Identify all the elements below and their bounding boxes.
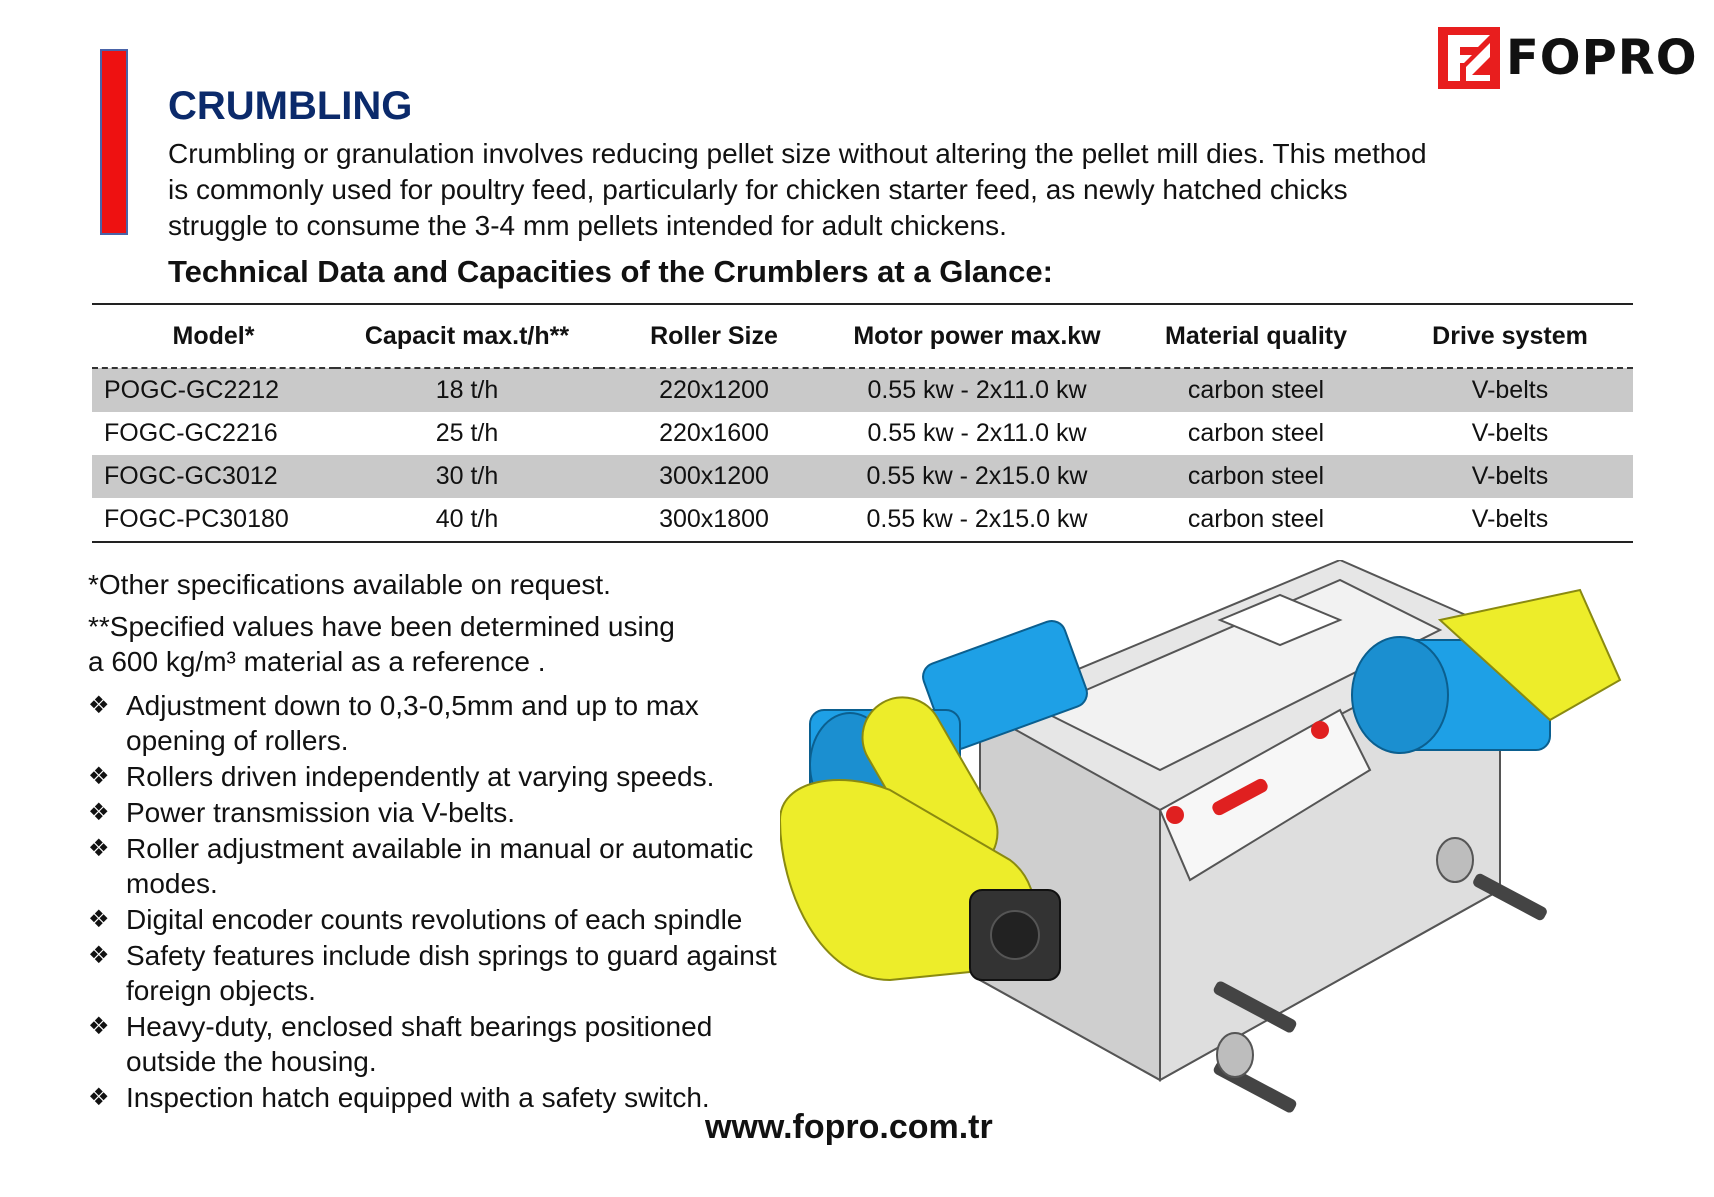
- table-row: [92, 455, 1633, 498]
- cell-roller-size: 220x1200: [659, 376, 769, 404]
- cell-motor-power: 0.55 kw - 2x11.0 kw: [867, 419, 1087, 447]
- table-heading: Technical Data and Capacities of the Crumblers at a Glance:: [168, 254, 1053, 289]
- cell-motor-power: 0.55 kw - 2x15.0 kw: [866, 505, 1088, 533]
- cell-motor-power: 0.55 kw - 2x15.0 kw: [866, 462, 1088, 490]
- cell-material: carbon steel: [1187, 419, 1325, 447]
- cell-capacity: 25 t/h: [435, 419, 499, 447]
- cell-material: carbon steel: [1187, 462, 1325, 490]
- diamond-bullet-icon: ❖: [88, 763, 110, 790]
- note-other-specs: *Other specifications available on request.: [88, 569, 611, 600]
- cell-drive: V-belts: [1471, 505, 1549, 533]
- feature-item: [88, 1009, 788, 1079]
- feature-text: Safety features include dish springs to guard against foreign objects.: [126, 940, 777, 1006]
- cell-roller-size: 300x1800: [659, 505, 769, 533]
- feature-text: Digital encoder counts revolutions of each spindle: [126, 904, 743, 935]
- fopro-logo-icon: [1438, 27, 1500, 89]
- cell-model: FOGC-GC2216: [104, 419, 278, 447]
- cell-model: POGC-GC2212: [104, 376, 280, 404]
- feature-item: [88, 938, 788, 1008]
- cell-drive: V-belts: [1471, 462, 1549, 490]
- page-title: CRUMBLING: [168, 84, 413, 128]
- cell-drive: V-belts: [1471, 376, 1549, 404]
- feature-item: [88, 688, 788, 758]
- feature-item: [88, 759, 788, 794]
- crumbler-machine-illustration: [780, 560, 1660, 1160]
- column-header-roller-size: Roller Size: [599, 304, 829, 368]
- cell-material: carbon steel: [1187, 376, 1325, 404]
- logo-wordmark: FOPRO: [1506, 30, 1698, 86]
- column-header-model: Model*: [92, 304, 335, 368]
- table-row: [92, 412, 1633, 455]
- cell-model: FOGC-PC30180: [104, 505, 289, 533]
- accent-bar: [100, 49, 128, 235]
- cell-roller-size: 220x1600: [659, 419, 769, 447]
- diamond-bullet-icon: ❖: [88, 692, 110, 719]
- table-row: [92, 498, 1633, 542]
- feature-text: Heavy-duty, enclosed shaft bearings positioned outside the housing.: [126, 1011, 713, 1077]
- feature-item: [88, 831, 788, 901]
- feature-text: Power transmission via V-belts.: [126, 797, 516, 828]
- feature-text: Adjustment down to 0,3-0,5mm and up to max opening of rollers.: [126, 690, 699, 756]
- column-header-drive: Drive system: [1387, 304, 1633, 368]
- column-header-material: Material quality: [1125, 304, 1387, 368]
- cell-model: FOGC-GC3012: [104, 462, 278, 490]
- feature-item: [88, 1080, 788, 1115]
- diamond-bullet-icon: ❖: [88, 906, 110, 933]
- feature-item: [88, 795, 788, 830]
- website-url: www.fopro.com.tr: [705, 1108, 993, 1146]
- note-specified-line1: **Specified values have been determined using: [88, 611, 675, 642]
- feature-item: [88, 902, 788, 937]
- diamond-bullet-icon: ❖: [88, 799, 110, 826]
- cell-roller-size: 300x1200: [659, 462, 769, 490]
- intro-paragraph: Crumbling or granulation involves reducing pellet size without altering the pellet mill dies. This method is commonly used for poultry feed, particularly for chicken starter feed, as newly hatched chicks struggle to consume the 3-4 mm pellets intended for adult chickens.: [168, 138, 1427, 241]
- fopro-logo: [1438, 26, 1698, 90]
- diamond-bullet-icon: ❖: [88, 835, 110, 862]
- cell-capacity: 40 t/h: [435, 505, 499, 533]
- note-specified-line2: a 600 kg/m³ material as a reference .: [88, 646, 546, 677]
- feature-text: Roller adjustment available in manual or automatic modes.: [126, 833, 754, 899]
- cell-drive: V-belts: [1471, 419, 1549, 447]
- cell-material: carbon steel: [1187, 505, 1325, 533]
- diamond-bullet-icon: ❖: [88, 1084, 110, 1111]
- diamond-bullet-icon: ❖: [88, 1013, 110, 1040]
- column-header-capacity: Capacit max.t/h**: [335, 304, 599, 368]
- specs-table: [92, 303, 1633, 543]
- column-header-motor-power: Motor power max.kw: [829, 304, 1125, 368]
- feature-text: Rollers driven independently at varying speeds.: [126, 761, 715, 792]
- feature-list: [88, 688, 788, 1116]
- cell-capacity: 30 t/h: [435, 462, 499, 490]
- table-row: [92, 368, 1633, 412]
- diamond-bullet-icon: ❖: [88, 942, 110, 969]
- cell-capacity: 18 t/h: [435, 376, 499, 404]
- feature-text: Inspection hatch equipped with a safety switch.: [126, 1082, 710, 1113]
- table-header-row: [92, 304, 1633, 368]
- cell-motor-power: 0.55 kw - 2x11.0 kw: [867, 376, 1087, 404]
